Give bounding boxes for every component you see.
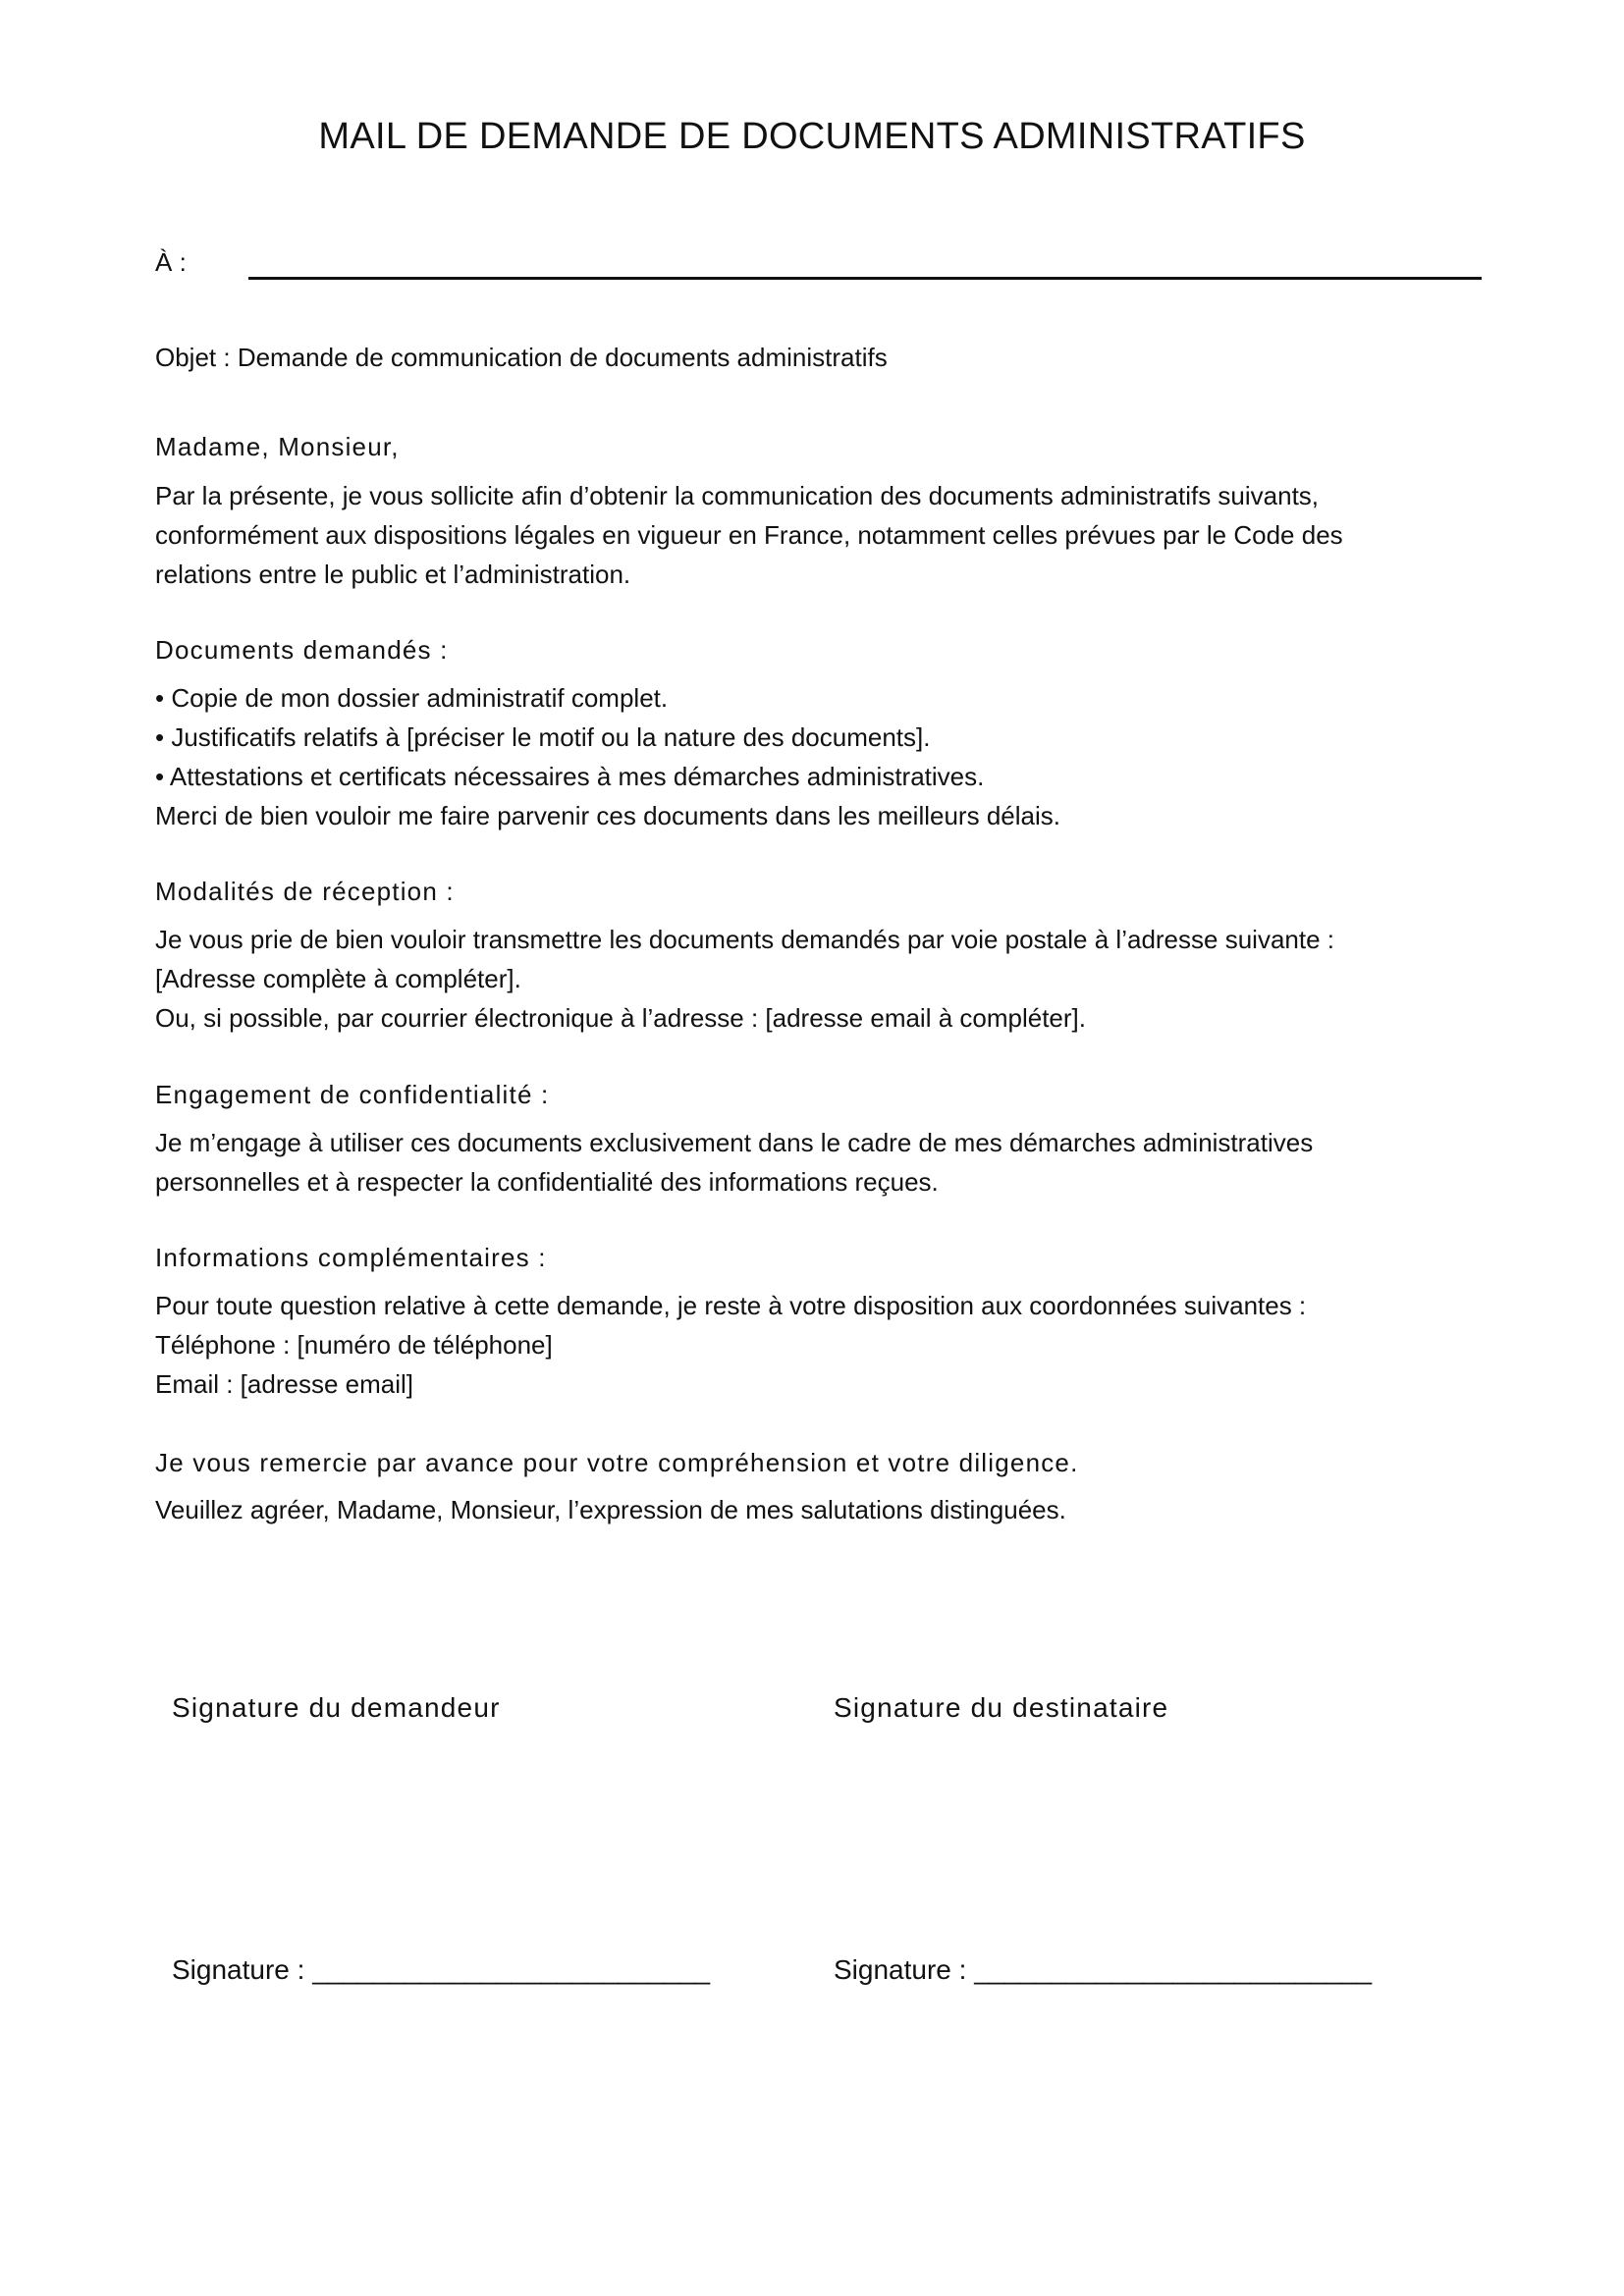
info-heading: Informations complémentaires : (155, 1243, 547, 1272)
reception-line: [Adresse complète à compléter]. (155, 964, 521, 993)
list-item: • Justificatifs relatifs à [préciser le motif ou la nature des documents]. (155, 722, 931, 752)
intro-line: conformément aux dispositions légales en vigueur en France, notamment celles prévues par le Code des (155, 520, 1343, 550)
documents-closing: Merci de bien vouloir me faire parvenir ces documents dans les meilleurs délais. (155, 801, 1060, 830)
list-item: • Copie de mon dossier administratif complet. (155, 683, 669, 713)
confidentiality-paragraph (155, 1123, 1510, 1201)
recipient-field-line (248, 277, 1482, 280)
reception-heading: Modalités de réception : (155, 877, 455, 906)
documents-list (155, 678, 1510, 835)
salutation-line: Veuillez agréer, Madame, Monsieur, l’expression de mes salutations distinguées. (155, 1495, 1066, 1524)
confidentiality-line: personnelles et à respecter la confidentialité des informations reçues. (155, 1167, 939, 1197)
reception-line: Ou, si possible, par courrier électronique à l’adresse : [adresse email à compléter]. (155, 1003, 1086, 1033)
info-email: Email : [adresse email] (155, 1369, 413, 1399)
intro-line: Par la présente, je vous sollicite afin d’obtenir la communication des documents administratifs suivants, (155, 481, 1320, 510)
documents-heading: Documents demandés : (155, 635, 449, 665)
info-line: Pour toute question relative à cette demande, je reste à votre disposition aux coordonnées suivantes : (155, 1291, 1307, 1320)
info-paragraph (155, 1286, 1510, 1404)
subject-line: Objet : Demande de communication de documents administratifs (155, 343, 888, 372)
info-phone: Téléphone : [numéro de téléphone] (155, 1330, 553, 1360)
confidentiality-heading: Engagement de confidentialité : (155, 1080, 550, 1109)
requester-signature-line: Signature : __________________________ (172, 1954, 711, 1985)
intro-line: relations entre le public et l’administration. (155, 560, 631, 589)
recipient-signature-heading: Signature du destinataire (834, 1692, 1169, 1723)
recipient-signature-line: Signature : __________________________ (834, 1954, 1373, 1985)
recipient-label: À : (155, 247, 187, 277)
document-title: MAIL DE DEMANDE DE DOCUMENTS ADMINISTRATIFS (318, 116, 1306, 157)
confidentiality-line: Je m’engage à utiliser ces documents exclusivement dans le cadre de mes démarches administratives (155, 1128, 1314, 1157)
greeting: Madame, Monsieur, (155, 432, 400, 461)
thanks-line: Je vous remercie par avance pour votre compréhension et votre diligence. (155, 1448, 1079, 1477)
intro-paragraph (155, 476, 1510, 594)
requester-signature-heading: Signature du demandeur (172, 1692, 501, 1723)
reception-line: Je vous prie de bien vouloir transmettre les documents demandés par voie postale à l’adresse suivante : (155, 925, 1334, 954)
list-item: • Attestations et certificats nécessaires à mes démarches administratives. (155, 762, 985, 791)
reception-paragraph (155, 920, 1510, 1038)
